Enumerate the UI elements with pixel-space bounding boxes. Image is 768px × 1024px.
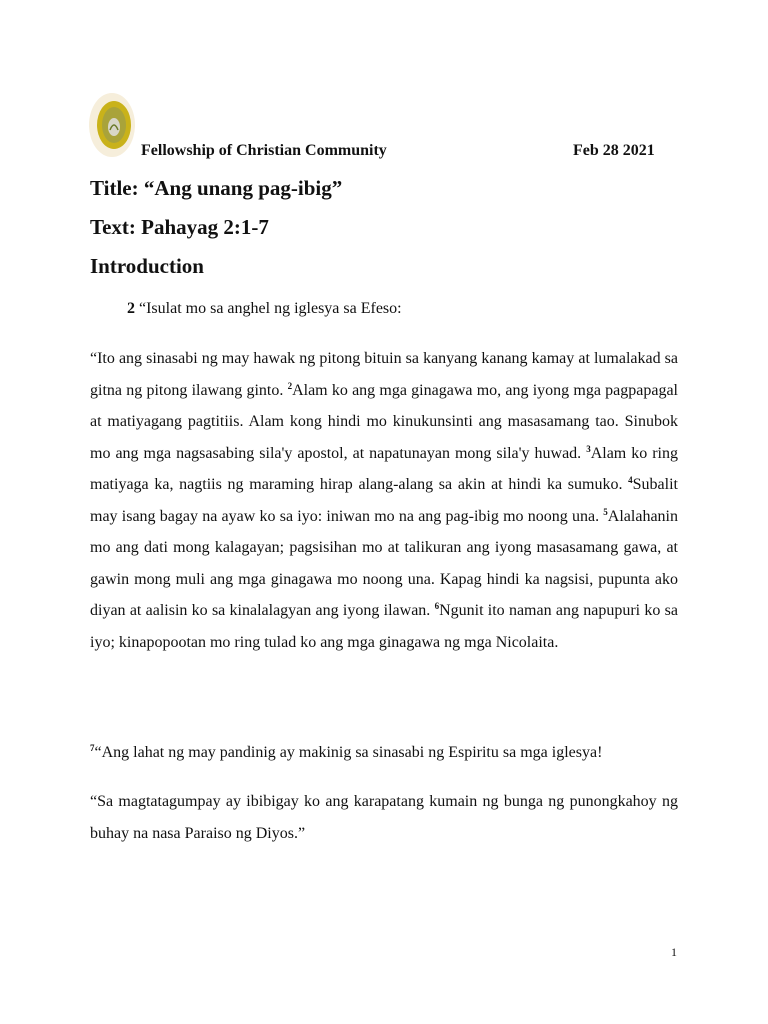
organization-name: Fellowship of Christian Community [141,142,387,159]
verse-seven-paragraph [90,737,678,769]
page-number: 1 [671,945,677,959]
chapter-intro [127,300,402,318]
verse-number: 7 [90,743,95,753]
scripture-reference: Text: Pahayag 2:1-7 [90,215,269,239]
sermon-title: Title: “Ang unang pag-ibig” [90,176,343,200]
main-paragraph [90,343,678,658]
verse-number: 5 [603,506,608,517]
verse-text: Subalit may isang bagay na ayaw ko sa iyo: iniwan mo na ang pag-ibig mo noong una. [90,476,678,525]
chapter-intro-text: “Isulat mo sa anghel ng iglesya sa Efeso: [139,300,402,317]
verse-text: “Ito ang sinasabi ng may hawak ng pitong bituin sa kanyang kanang kamay at lumalakad sa gitna ng pitong ilawang ginto. [90,350,678,399]
church-seal-icon [88,92,140,158]
verse-text: Alam ko ring matiyaga ka, nagtiis ng maraming hirap alang-alang sa akin at hindi ka sumuko. [90,444,679,493]
verse-text: Ngunit ito naman ang napupuri ko sa iyo; kinapopootan mo ring tulad ko ang mga ginagawa ng mga Nicolaita. [90,602,678,651]
section-heading: Introduction [90,254,204,278]
verse-text: Alalahanin mo ang dati mong kalagayan; pagsisihan mo at talikuran ang iyong masasamang gawa, at gawin mong muli ang mga ginagawa mo noong una. Kapag hindi ka nagsisi, pupunta ako diyan at aalisin ko sa kinalalagyan ang iyong ilawan. [90,507,678,619]
verse-text: Alam ko ang mga ginagawa mo, ang iyong mga pagpapagal at matiyagang pagtitiis. Alam kong hindi mo kinukunsinti ang masasamang tao. Sinubok mo ang mga nagsasabing sila'y apostol, at napatunayan mong sila'y huwad. [90,381,679,462]
closing-paragraph: “Sa magtatagumpay ay ibibigay ko ang karapatang kumain ng bunga ng punongkahoy ng buhay na nasa Paraiso ng Diyos.” [90,793,678,842]
document-date: Feb 28 2021 [573,142,655,159]
verse-text: “Ang lahat ng may pandinig ay makinig sa sinasabi ng Espiritu sa mga iglesya! [94,744,603,761]
chapter-number: 2 [127,300,135,317]
verse-number: 6 [434,601,440,611]
verse-number: 4 [628,475,633,485]
document-header [141,142,671,160]
verse-number: 2 [287,380,293,391]
verse-number: 3 [586,443,591,454]
